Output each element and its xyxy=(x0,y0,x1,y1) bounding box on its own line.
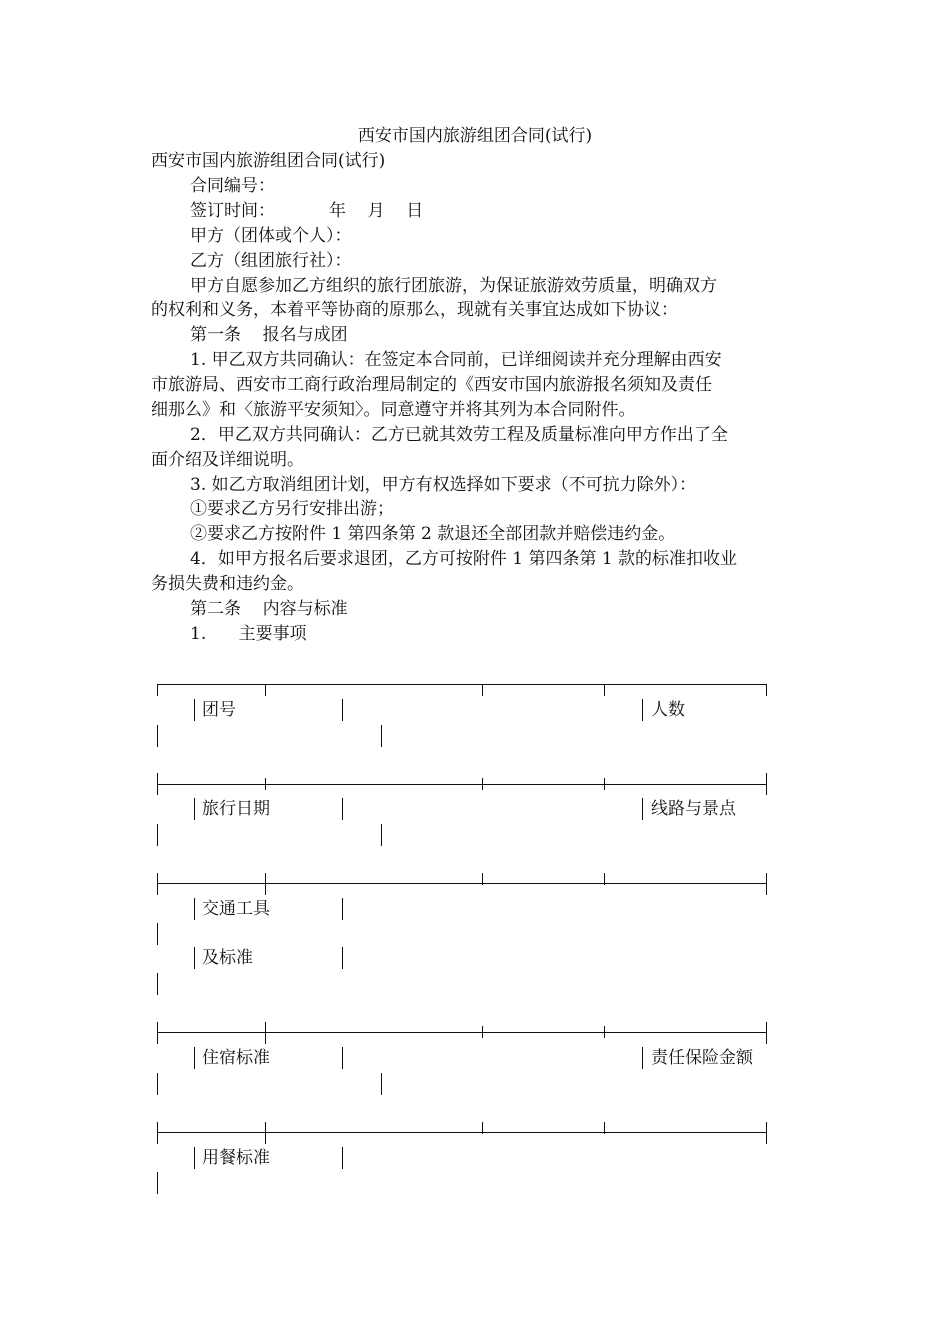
paragraph-line: 甲方自愿参加乙方组织的旅行团旅游，为保证旅游效劳质量，明确双方 xyxy=(190,276,717,296)
paragraph-line: 务损失费和违约金。 xyxy=(151,574,304,594)
table-rule xyxy=(157,1132,767,1133)
table-tick xyxy=(265,778,266,790)
table-tick xyxy=(604,1122,605,1134)
cell-border xyxy=(157,1172,158,1194)
paragraph-line: ①要求乙方另行安排出游； xyxy=(190,499,394,519)
party-b-line: 乙方（组团旅行社）： xyxy=(190,251,352,271)
table-tick xyxy=(157,1122,158,1144)
table-tick xyxy=(157,873,158,895)
lodging-standard-label: 住宿标准 xyxy=(202,1048,270,1068)
table-tick xyxy=(482,778,483,790)
table-tick xyxy=(265,1122,266,1144)
sign-date-line: 签订时间： 年 月 日 xyxy=(190,201,424,221)
table-tick xyxy=(265,873,266,895)
paragraph-line: 1. 甲乙双方共同确认：在签定本合同前，已详细阅读并充分理解由西安 xyxy=(190,350,722,370)
paragraph-line: 细那么》和〈旅游平安须知〉。同意遵守并将其列为本合同附件。 xyxy=(151,400,636,420)
cell-border xyxy=(194,1047,195,1069)
table-rule xyxy=(157,883,767,884)
cell-border xyxy=(381,1073,382,1095)
cell-border xyxy=(342,699,343,721)
cell-border xyxy=(342,1147,343,1169)
article-heading: 第二条 内容与标准 xyxy=(190,599,348,619)
section-heading: 1. 主要事项 xyxy=(190,624,307,644)
cell-border xyxy=(342,898,343,920)
paragraph-line: ②要求乙方按附件 1 第四条第 2 款退还全部团款并赔偿违约金。 xyxy=(190,524,676,544)
cell-border xyxy=(342,947,343,969)
cell-border xyxy=(381,824,382,846)
cell-border xyxy=(642,1047,643,1069)
table-tick xyxy=(482,873,483,885)
cell-border xyxy=(157,923,158,945)
travel-date-label: 旅行日期 xyxy=(202,799,270,819)
table-rule xyxy=(157,1032,767,1033)
table-tick xyxy=(265,684,266,696)
table-tick xyxy=(766,684,767,696)
group-number-label: 团号 xyxy=(202,700,236,720)
cell-border xyxy=(157,973,158,995)
cell-border xyxy=(194,1147,195,1169)
table-tick xyxy=(157,773,158,795)
cell-border xyxy=(194,947,195,969)
table-tick xyxy=(604,778,605,790)
transport-label: 交通工具 xyxy=(202,899,270,919)
cell-border xyxy=(157,1073,158,1095)
article-heading: 第一条 报名与成团 xyxy=(190,325,348,345)
table-tick xyxy=(482,684,483,696)
paragraph-line: 2．甲乙双方共同确认：乙方已就其效劳工程及质量标准向甲方作出了全 xyxy=(190,425,728,445)
party-a-line: 甲方（团体或个人）： xyxy=(190,226,352,246)
table-tick xyxy=(157,684,158,696)
table-rule xyxy=(157,684,767,685)
paragraph-line: 4．如甲方报名后要求退团，乙方可按附件 1 第四条第 1 款的标准扣收业 xyxy=(190,549,738,569)
table-tick xyxy=(766,773,767,795)
meal-standard-label: 用餐标准 xyxy=(202,1148,270,1168)
people-count-label: 人数 xyxy=(651,700,685,720)
cell-border xyxy=(642,699,643,721)
table-tick xyxy=(604,1026,605,1038)
document-title: 西安市国内旅游组团合同(试行) xyxy=(357,126,593,146)
table-tick xyxy=(766,1122,767,1144)
table-tick xyxy=(482,1026,483,1038)
subtitle-line: 西安市国内旅游组团合同(试行) xyxy=(151,151,386,171)
cell-border xyxy=(342,1047,343,1069)
cell-border xyxy=(157,725,158,747)
cell-border xyxy=(194,898,195,920)
cell-border xyxy=(194,798,195,820)
cell-border xyxy=(642,798,643,820)
cell-border xyxy=(381,725,382,747)
insurance-amount-label: 责任保险金额 xyxy=(651,1048,753,1068)
cell-border xyxy=(194,699,195,721)
table-tick xyxy=(766,873,767,895)
table-tick xyxy=(265,1022,266,1044)
contract-number-line: 合同编号： xyxy=(190,176,275,196)
cell-border xyxy=(157,824,158,846)
paragraph-line: 面介绍及详细说明。 xyxy=(151,450,304,470)
table-tick xyxy=(766,1022,767,1044)
paragraph-line: 3. 如乙方取消组团计划，甲方有权选择如下要求（不可抗力除外）： xyxy=(190,475,697,495)
paragraph-line: 市旅游局、西安市工商行政治理局制定的《西安市国内旅游报名须知及责任 xyxy=(151,375,712,395)
table-tick xyxy=(157,1022,158,1044)
paragraph-line: 的权利和义务，本着平等协商的原那么，现就有关事宜达成如下协议： xyxy=(151,300,678,320)
transport-standard-label: 及标准 xyxy=(202,948,253,968)
route-label: 线路与景点 xyxy=(651,799,736,819)
table-rule xyxy=(157,784,767,785)
table-tick xyxy=(604,684,605,696)
cell-border xyxy=(342,798,343,820)
table-tick xyxy=(604,873,605,885)
table-tick xyxy=(482,1122,483,1134)
